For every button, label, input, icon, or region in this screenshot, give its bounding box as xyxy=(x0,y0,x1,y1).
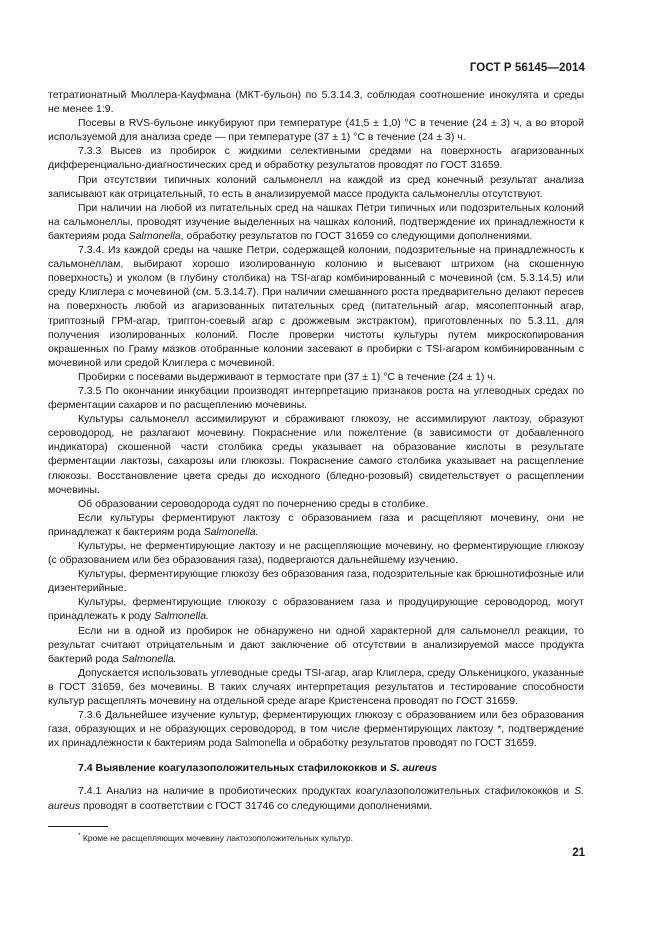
paragraph-text: Об образовании сероводорода судят по почернению среды в столбике. xyxy=(78,497,429,510)
paragraph xyxy=(48,412,584,497)
paragraph-text: проводят в соответствии с ГОСТ 31746 со следующими дополнениями. xyxy=(80,799,433,812)
section-heading-7-4 xyxy=(48,761,584,775)
paragraph-italic: Salmonella. xyxy=(154,610,209,623)
paragraph-text: Если ни в одной из пробирок не обнаружено ни одной характерной для сальмонелл реакции, то результат считают отрицательным и дают заключение об отсутствии в анализируемой массе продукта бактерий рода xyxy=(48,624,584,665)
footnote xyxy=(78,830,353,844)
footnote-divider xyxy=(48,826,108,827)
paragraph-text: , обработку результатов по ГОСТ 31659 со следующими дополнениями. xyxy=(180,229,533,242)
paragraph-7-4-1 xyxy=(48,784,584,812)
paragraph-text: Культуры, ферментирующие глюкозу без образования газа, подозрительные как брюшнотифозные или дизентерийные. xyxy=(48,568,584,595)
paragraph-italic: Salmonella. xyxy=(121,652,177,665)
paragraph-text: 7.3.6 Дальнейшее изучение культур, ферментирующих глюкозу с образованием или без образования газа, образующих и не образующих сероводород, в том числе ферментирующих лактозу *, подтверждение их принадлежности к бактериям рода Salmonella и обработку результатов проводят по ГОСТ 31659. xyxy=(48,709,584,750)
page-number: 21 xyxy=(572,847,585,859)
footnote-mark: * xyxy=(78,832,81,839)
page-body xyxy=(48,88,584,813)
paragraph-text: При отсутствии типичных колоний сальмонелл на каждой из сред конечный результат анализа записывают как отрицательный, то есть в анализируемой массе продукта сальмонеллы отсутствуют. xyxy=(48,173,584,200)
paragraph xyxy=(48,116,584,144)
footnote-text: Кроме не расщепляющих мочевину лактозоположительных культур. xyxy=(80,832,353,843)
paragraph xyxy=(48,511,584,539)
paragraph-text: Культуры сальмонелл ассимилируют и сбраживают глюкозу, не ассимилируют лактозу, образуют сероводород, не разлагают мочевину. Покраснение или пожелтение (в зависимости от добавленного индикатора) скошенной части столбика среды указывает на образование кислоты в результате ферментации лактозы, сахарозы или глюкозы. Покраснение самого столбика указывает на расщепление глюкозы. Восстановление цвета среды до исходного (бледно-розовый) свидетельствует о расщеплении мочевины. xyxy=(48,413,584,496)
paragraph-text: Пробирки с посевами выдерживают в термостате при (37 ± 1) °С в течение (24 ± 1) ч. xyxy=(78,370,496,383)
paragraph xyxy=(48,539,584,567)
paragraph xyxy=(48,173,584,201)
paragraph-text: 7.4.1 Анализ на наличие в пробиотических продуктах коагулазоположительных стафилококков и xyxy=(78,785,575,798)
paragraph-text: Культуры, не ферментирующие лактозу и не расщепляющие мочевину, но ферментирующие глюкозу (с образованием или без образования газа), подвергаются дальнейшему изучению. xyxy=(48,540,584,567)
paragraph-text: Посевы в RVS-бульоне инкубируют при температуре (41,5 ± 1,0) °С в течение (24 ± 3) ч, а во второй используемой для анализа среде — при температуре (37 ± 1) °С в течение (24 ± 3) ч. xyxy=(48,117,584,144)
section-heading-italic: S. aureus xyxy=(389,762,438,775)
paragraph xyxy=(48,144,584,172)
paragraph-text: Культуры, ферментирующие глюкозу с образованием газа и продуцирующие сероводород, могут принадлежать к роду xyxy=(48,596,584,623)
paragraph xyxy=(48,243,584,370)
document-header-standard: ГОСТ Р 56145—2014 xyxy=(469,62,585,74)
paragraph xyxy=(48,567,584,595)
paragraph-text: 7.3.5 По окончании инкубации производят интерпретацию признаков роста на углеводных средах по ферментации сахаров и по расщеплению мочевины. xyxy=(48,384,584,412)
paragraph xyxy=(48,384,584,412)
paragraph xyxy=(48,624,584,666)
paragraph-text: Допускается использовать углеводные среды TSI-агар, агар Клиглера, среду Олькеницкого, указанные в ГОСТ 31659, без мочевины. В таких случаях интерпретация результатов и тестирование способности культур расщеплять мочевину на отдельной среде агаре Кристенсена проводят по ГОСТ 31659. xyxy=(48,666,584,708)
paragraph xyxy=(48,370,584,384)
paragraph-italic: Salmonella xyxy=(128,229,181,242)
paragraph xyxy=(48,708,584,750)
paragraph-italic: Salmonella. xyxy=(203,525,259,538)
paragraph-text: Если культуры ферментируют лактозу с образованием газа и расщепляют мочевину, они не принадлежат к бактериям рода xyxy=(48,511,584,538)
paragraph xyxy=(48,497,584,511)
paragraph xyxy=(48,88,584,116)
paragraph-text: тетратионатный Мюллера-Кауфмана (МКТ-бульон) по 5.3.14.3, соблюдая соотношение инокулята и среды не менее 1:9. xyxy=(48,89,584,116)
paragraph-italic: S. aureus xyxy=(48,785,584,812)
paragraph-text: 7.3.3 Высев из пробирок с жидкими селективными средами на поверхность агаризованных дифференциально-диагностических сред и обработку результатов проводят по ГОСТ 31659. xyxy=(48,145,584,172)
section-heading-text: 7.4 Выявление коагулазоположительных стафилококков и xyxy=(78,762,390,775)
paragraph xyxy=(48,666,584,708)
paragraph xyxy=(48,201,584,243)
section-7-3-paragraphs xyxy=(48,88,584,750)
paragraph-text: 7.3.4. Из каждой среды на чашке Петри, содержащей колонии, подозрительные на принадлежность к сальмонеллам, выбирают хорошо изолированную колонию и высевают штрихом (на скошенную поверхность) и уколом (в глубину столбика) на TSI-агар комбинированный с мочевиной (см. 5.3.14.5) или среду Клиглера с мочевиной (см. 5.3.14.7). При наличии смешанного роста предварительно делают пересев на поверхность любой из агаризованных питательных сред (питательный агар, мясопептонный агар, триптозный ГРМ-агар, триптон-соевый агар с дрожжевым экстрактом), приготовленных по 5.3.11, для получения изолированных колоний. После проверки чистоты культуры путем микроскопирования окрашенных по Граму мазков отобранные колонии засевают в пробирки с TSI-агаром комбинированным с мочевиной или средой Клиглера с мочевиной. xyxy=(48,244,584,369)
paragraph xyxy=(48,595,584,623)
paragraph-text: При наличии на любой из питательных сред на чашках Петри типичных или подозрительных колоний на сальмонеллы, проводят изучение выделенных на чашках колоний, подтверждение их принадлежности к бактериям рода xyxy=(48,201,584,242)
